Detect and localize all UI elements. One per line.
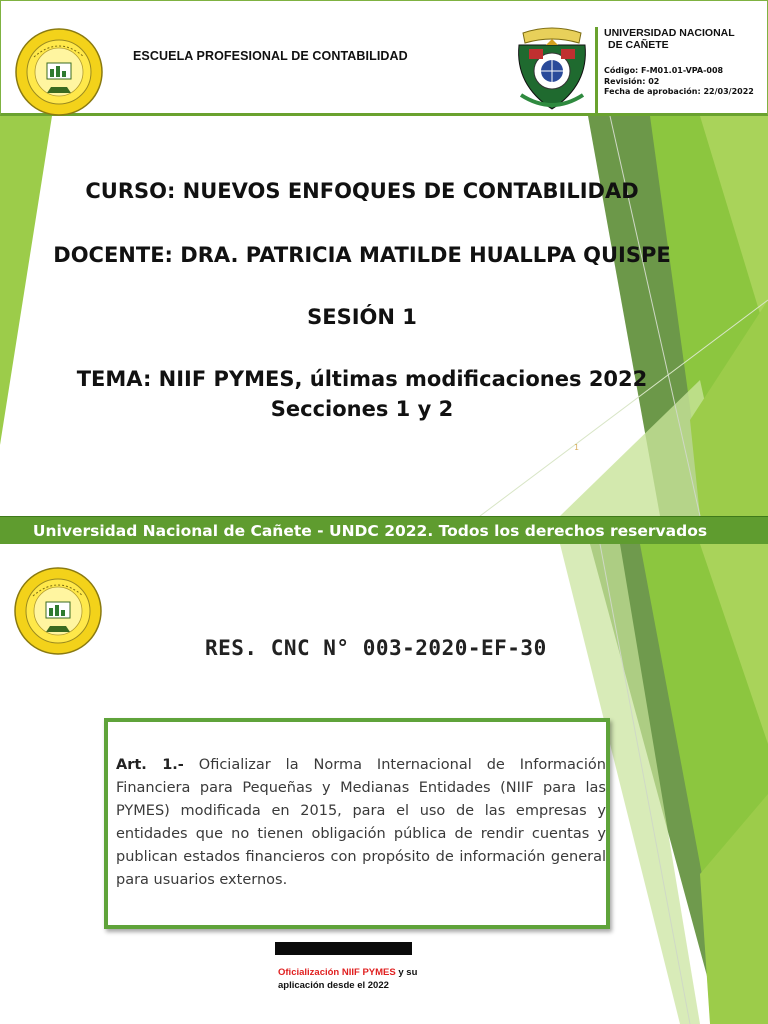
copyright-footer: Universidad Nacional de Cañete - UNDC 2022. Todos los derechos reservados [0, 516, 768, 544]
teacher-name: DOCENTE: DRA. PATRICIA MATILDE HUALLPA QUISPE [53, 243, 671, 267]
document-code: Código: F-M01.01-VPA-008 [604, 66, 724, 75]
university-name [604, 27, 765, 51]
article-body: Oficializar la Norma Internacional de Información Financiera para Pequeñas y Medianas Entidades (NIIF para las PYMES) modificada en 2015, para el uso de las empresas y entidades que no tienen obligación pública de rendir cuentas y publican estados financieros con propósito de información general para usuarios externos. [116, 757, 606, 888]
university-seal-icon [14, 27, 104, 117]
black-bar [275, 942, 412, 955]
document-metadata [595, 27, 765, 113]
approval-date: Fecha de aprobación: 22/03/2022 [604, 87, 754, 96]
school-name: ESCUELA PROFESIONAL DE CONTABILIDAD [133, 49, 408, 63]
application-note [278, 966, 428, 992]
article-box [104, 718, 610, 929]
document-header [0, 0, 768, 116]
slide-number: 1 [574, 443, 580, 452]
article-text [116, 754, 606, 892]
document-revision: Revisión: 02 [604, 76, 660, 86]
university-crest-icon [513, 25, 591, 111]
university-seal-icon [13, 566, 103, 656]
session-label: SESIÓN 1 [307, 305, 417, 329]
topic-title: TEMA: NIIF PYMES, últimas modificaciones 2022 [76, 367, 648, 391]
resolution-title: RES. CNC N° 003-2020-EF-30 [205, 636, 547, 660]
topic-sections: Secciones 1 y 2 [270, 397, 454, 421]
note-highlight: Oficialización NIIF PYMES [278, 967, 396, 978]
slide-2 [0, 544, 768, 1024]
metadata-lines [604, 66, 765, 98]
university-name-line1: UNIVERSIDAD NACIONAL [604, 27, 735, 39]
university-name-line2: DE CAÑETE [608, 39, 669, 51]
course-title: CURSO: NUEVOS ENFOQUES DE CONTABILIDAD [85, 179, 639, 203]
article-label: Art. 1.- [116, 757, 184, 773]
note-rest: y su aplicación desde el 2022 [278, 967, 418, 991]
